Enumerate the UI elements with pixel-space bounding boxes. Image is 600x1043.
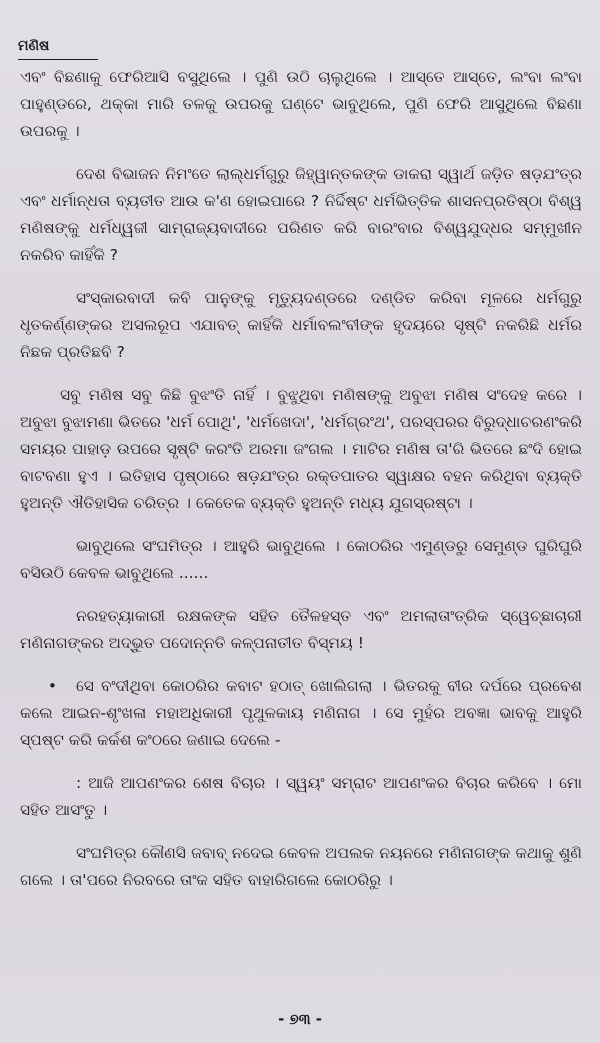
paragraph-4: ସବୁ ମଣିଷ ସବୁ କିଛି ବୁଝଂତି ନାହିଁ । ବୁଝୁଥିବା ମଣିଷଙ୍କୁ ଅବୁଝା ମଣିଷ ସଂଦେହ କରେ । ଅବୁଝା ବୁଝାମଣା ଭିତରେ 'ଧର୍ମ ପୋଥି', 'ଧର୍ମଖେଦା', 'ଧର୍ମଗ୍ରଂଥ', ପରସ୍ପରର ବିରୁଦ୍ଧାଚରଣଂକରି ସମୟର ପାହାଡ଼ ଉପରେ ସୃଷ୍ଟି କରଂତି ଅରମା ଜଂଗଲ । ମାଟିର ମଣିଷ ତା'ରି ଭିତରେ ଛଂଦି ହୋଇ ବାଟବଣା ହୁଏ । ଇତିହାସ ପୃଷ୍ଠାରେ ଷଡ଼ଯଂତ୍ର ରକ୍ତପାତର ସ୍ୱାକ୍ଷର ବହନ କରିଥିବା ବ୍ୟକ୍ତି ହୁଅନ୍ତି ଐତିହାସିକ ଚରିତ୍ର । କେତେକ ବ୍ୟକ୍ତି ହୁଅନ୍ତି ମଧ୍ୟ ଯୁଗସ୍ରଷ୍ଟା । xyxy=(20,386,582,512)
paragraph-6: ନରହତ୍ୟାକାରୀ ରକ୍ଷକଙ୍କ ସହିତ ତୈଳହସ୍ତ ଏବଂ ଅମଲାତାଂତ୍ରିକ ସ୍ୱେଚ୍ଛାଚାରୀ ମଣିନାଗଙ୍କର ଅଦ୍ଭୁତ ପଦୋନ୍ନତି କଳ୍ପନାତୀତ ବିସ୍ମୟ ! xyxy=(20,607,582,652)
page-number: - ୭୩ - xyxy=(278,1010,322,1028)
paragraph-9: ସଂଘମିତ୍ର କୌଣସି ଜବାବ୍ ନଦେଇ କେବଳ ଅପଲକ ନୟନରେ ମଣିନାଗଙ୍କ କଥାକୁ ଶୁଣି ଗଲେ । ତା'ପରେ ନିରବରେ ତାଂକ ସହିତ ବାହାରିଗଲେ କୋଠରିରୁ । xyxy=(20,844,582,889)
bullet-mark: • xyxy=(48,677,57,695)
body-text xyxy=(20,64,582,910)
paragraph-5: ଭାବୁଥିଲେ ସଂଘମିତ୍ର । ଆହୁରି ଭାବୁଥିଲେ । କୋଠରିର ଏମୁଣ୍ଡରୁ ସେମୁଣ୍ଡ ଘୁରିଘୁରି ବସିଉଠି କେବଳ ଭାବୁଥିଲେ ...... xyxy=(20,537,582,582)
paragraph-1: ଏବଂ ବିଛଣାକୁ ଫେରିଆସି ବସୁଥିଲେ । ପୁଣି ଉଠି ଚାଲୁଥିଲେ । ଆସ୍ତେ ଆସ୍ତେ, ଲଂବା ଲଂବା ପାହୁଣ୍ଡରେ, ଥକ୍କା ମାରି ତଳକୁ ଉପରକୁ ଘଣ୍ଟେ ଭାବୁଥିଲେ, ପୁଣି ଫେରି ଆସୁଥିଲେ ବିଛଣା ଉପରକୁ । xyxy=(20,68,582,140)
running-title: ମଣିଷ xyxy=(18,38,50,54)
paragraph-8: : ଆଜି ଆପଣଂକର ଶେଷ ବିଚାର । ସ୍ୱୟଂ ସମ୍ରାଟ ଆପଣଂକର ବିଚାର କରିବେ । ମୋ ସହିତ ଆସଂତୁ । xyxy=(20,774,582,819)
running-title-underline xyxy=(18,59,98,60)
paragraph-3: ସଂସ୍କାରବାଦୀ କବି ପାନୁଙ୍କୁ ମୃତ୍ୟୁଦଣ୍ଡରେ ଦଣ୍ଡିତ କରିବା ମୂଳରେ ଧର୍ମଗୁରୁ ଧୃତକର୍ଣ୍ଣଙ୍କର ଅସଲରୂପ ଏଯାବତ୍ କାହିଁକି ଧର୍ମାବଲଂବୀଙ୍କ ହୃଦୟରେ ସୃଷ୍ଟି ନକରିଛି ଧର୍ମର ନିଛକ ପ୍ରତିଛବି ? xyxy=(20,289,582,361)
paragraph-7: ସେ ବଂଦୀଥିବା କୋଠରିର କବାଟ ହଠାତ୍ ଖୋଲିଗଲା । ଭିତରକୁ ବୀର ଦର୍ପରେ ପ୍ରବେଶ କଲେ ଆଇନ-ଶୃଂଖଳା ମହାଅଧିକାରୀ ପୃଥୁଳକାୟ ମଣିନାଗ । ସେ ମୁହଁର ଅବଜ୍ଞା ଭାବକୁ ଆହୁରି ସ୍ପଷ୍ଟ କରି କର୍କଶ କଂଠରେ ଜଣାଇ ଦେଲେ - xyxy=(20,677,582,749)
bullet-paragraph xyxy=(20,673,582,754)
paragraph-2: ଦେଶ ବିଭାଜନ ନିମଂତେ ଲାଲ୍‌ଧର୍ମଗୁରୁ ଜିହ୍ୱାନ୍ତକଙ୍କ ଡାକରା ସ୍ୱାର୍ଥ ଜଡ଼ିତ ଷଡ଼ଯଂତ୍ର ଏବଂ ଧର୍ମାନ୍ଧତା ବ୍ୟତୀତ ଆଉ କ'ଣ ହୋଇପାରେ ? ନିର୍ଦ୍ଦିଷ୍ଟ ଧର୍ମଭିତ୍ତିକ ଶାସନପ୍ରତିଷ୍ଠା ବିଶ୍ୱ ମଣିଷଙ୍କୁ ଧର୍ମଧ୍ୱଜୀ ସାମ୍ରାଜ୍ୟବାଦୀରେ ପରିଣତ କରି ବାରଂବାର ବିଶ୍ୱଯୁଦ୍ଧର ସମ୍ମୁଖୀନ ନକରିବ କାହିଁକି ? xyxy=(20,165,582,264)
